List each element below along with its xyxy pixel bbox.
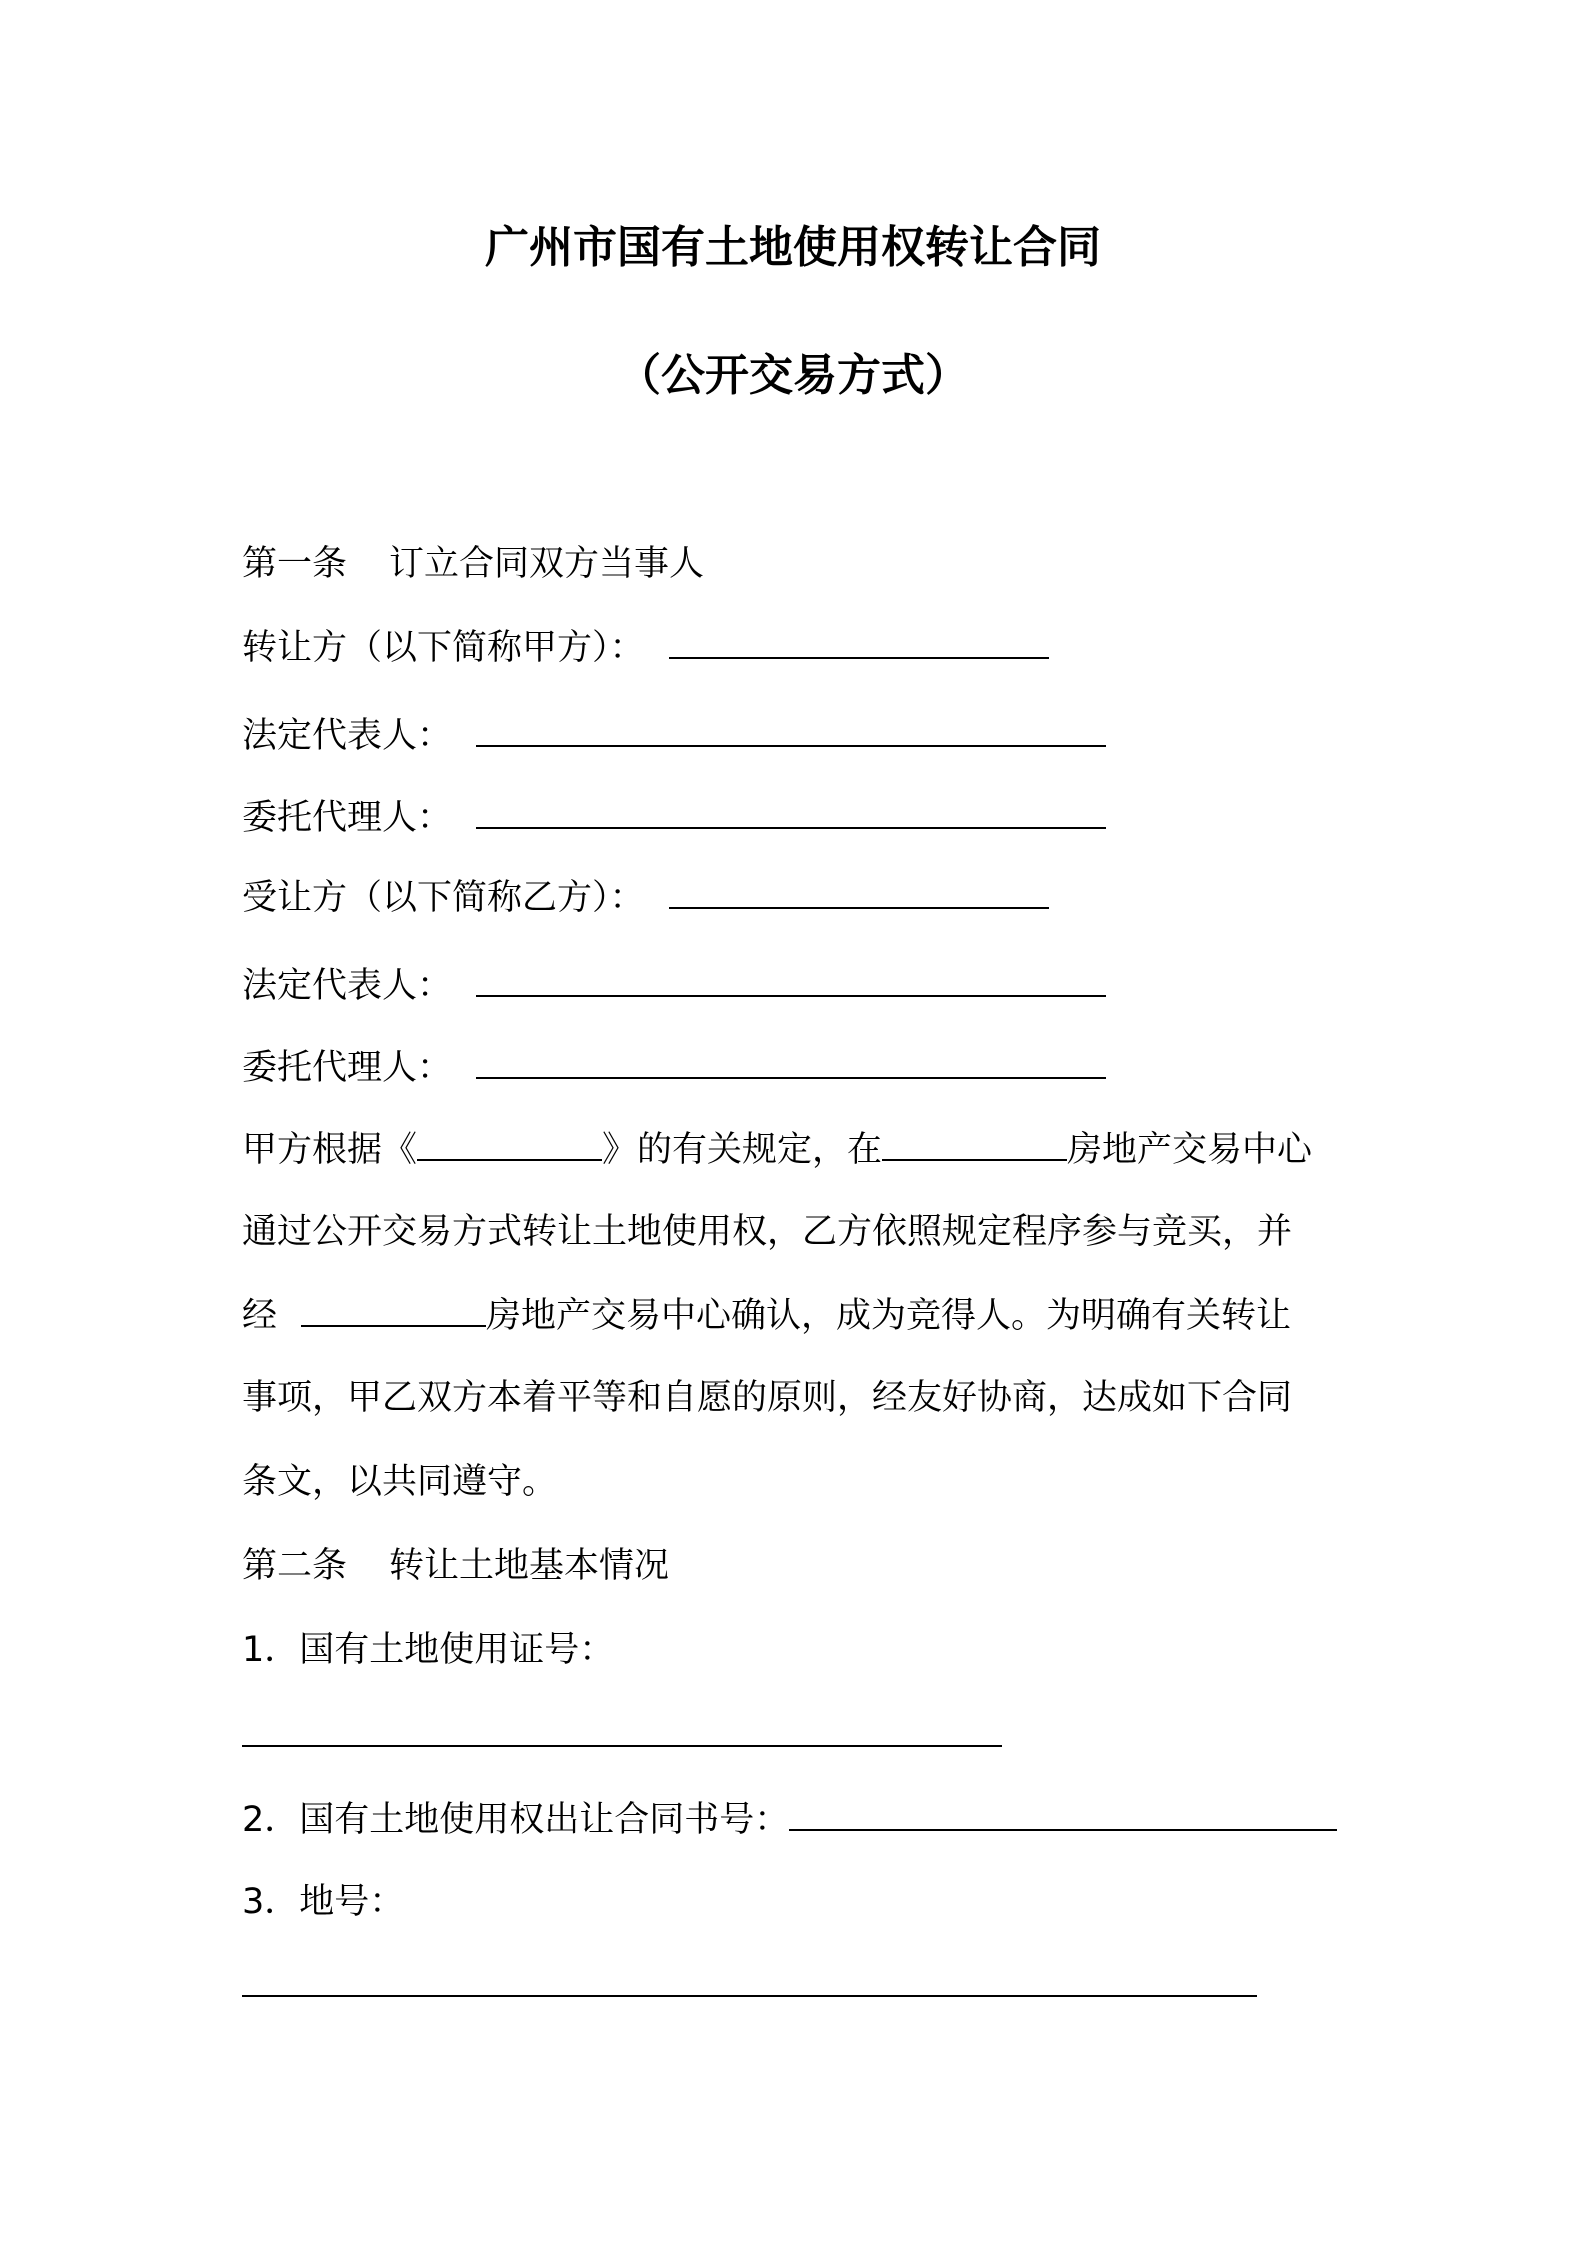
transferee-agent-blank[interactable] xyxy=(476,1047,1106,1079)
transferee-label: 受让方（以下简称乙方）： xyxy=(242,878,645,918)
article-1-title: 订立合同双方当事人 xyxy=(389,544,705,584)
document-subtitle: （公开交易方式） xyxy=(617,350,969,401)
confirming-center-blank[interactable] xyxy=(301,1295,486,1327)
para-text: 甲方根据《 xyxy=(242,1130,418,1170)
transferee-legal-rep-line xyxy=(242,962,1106,1010)
paragraph-line-4: 事项，甲乙双方本着平等和自愿的原则，经友好协商，达成如下合同 xyxy=(242,1378,1293,1418)
para-text: 经 xyxy=(242,1296,278,1336)
item-1-label: 1．国有土地使用证号： xyxy=(242,1630,615,1670)
legal-rep-label: 法定代表人： xyxy=(242,966,453,1006)
agent-label: 委托代理人： xyxy=(242,798,453,838)
document-title: 广州市国有土地使用权转让合同 xyxy=(485,222,1101,273)
article-2-title: 转让土地基本情况 xyxy=(389,1546,670,1586)
article-2-number: 第二条 xyxy=(242,1546,348,1586)
article-1-number: 第一条 xyxy=(242,544,348,584)
transferor-label: 转让方（以下简称甲方）： xyxy=(242,628,645,668)
transferor-agent-line xyxy=(242,794,1106,842)
paragraph-line-3 xyxy=(242,1292,1291,1340)
regulation-name-blank[interactable] xyxy=(417,1129,602,1161)
transferee-agent-line xyxy=(242,1044,1106,1092)
transferee-legal-rep-blank[interactable] xyxy=(476,965,1106,997)
item-1-blank-line xyxy=(242,1712,1002,1760)
item-2-line xyxy=(242,1796,1337,1844)
lot-number-blank[interactable] xyxy=(242,1965,1257,1997)
transferor-legal-rep-blank[interactable] xyxy=(476,715,1106,747)
transferor-blank[interactable] xyxy=(669,627,1049,659)
transferor-agent-blank[interactable] xyxy=(476,797,1106,829)
grant-contract-number-blank[interactable] xyxy=(789,1799,1337,1831)
article-1-heading xyxy=(242,540,704,588)
transferee-blank[interactable] xyxy=(669,877,1049,909)
item-2-label: 2．国有土地使用权出让合同书号： xyxy=(242,1800,790,1840)
transferee-line xyxy=(242,874,1049,922)
para-text: 房地产交易中心 xyxy=(1067,1130,1313,1170)
para-text: 房地产交易中心确认，成为竞得人。为明确有关转让 xyxy=(486,1296,1292,1336)
paragraph-line-1 xyxy=(242,1126,1312,1174)
item-3-label: 3．地号： xyxy=(242,1882,405,1922)
agent-label: 委托代理人： xyxy=(242,1048,453,1088)
item-3-blank-line xyxy=(242,1962,1257,2010)
legal-rep-label: 法定代表人： xyxy=(242,716,453,756)
paragraph-line-5: 条文，以共同遵守。 xyxy=(242,1462,558,1502)
para-text: 》的有关规定，在 xyxy=(602,1130,883,1170)
transferor-line xyxy=(242,624,1049,672)
land-use-cert-number-blank[interactable] xyxy=(242,1715,1002,1747)
paragraph-line-2: 通过公开交易方式转让土地使用权，乙方依照规定程序参与竞买，并 xyxy=(242,1212,1293,1252)
trading-center-blank[interactable] xyxy=(882,1129,1067,1161)
transferor-legal-rep-line xyxy=(242,712,1106,760)
article-2-heading xyxy=(242,1542,669,1590)
